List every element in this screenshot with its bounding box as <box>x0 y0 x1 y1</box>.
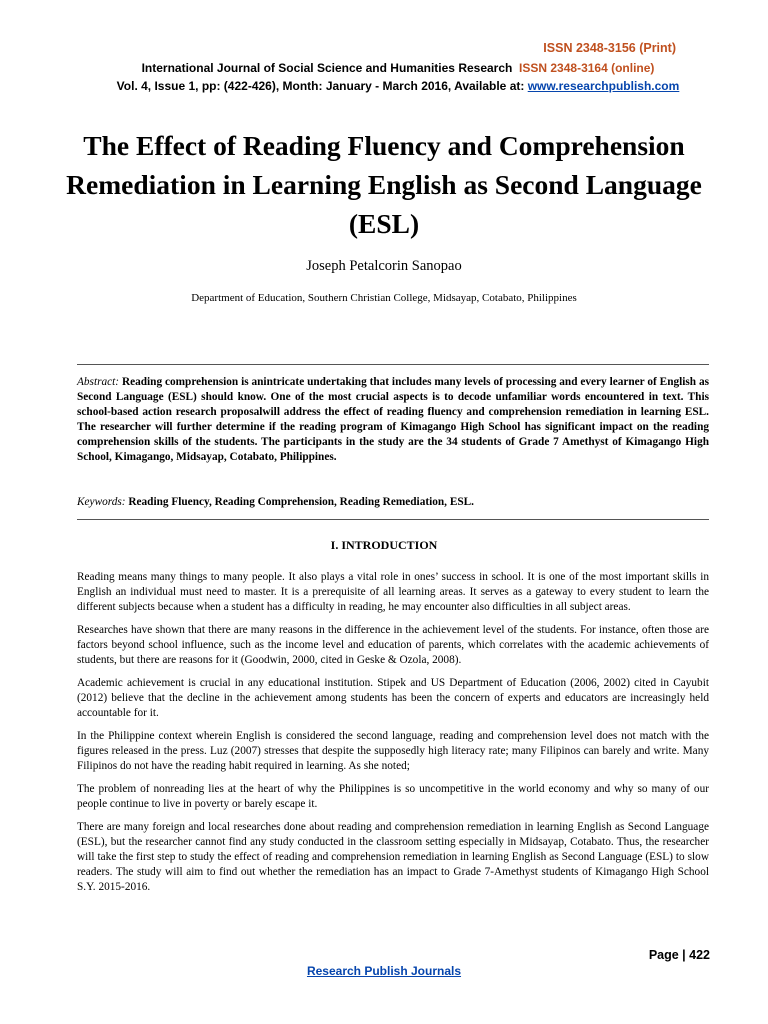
keywords-text: Reading Fluency, Reading Comprehension, Reading Remediation, ESL. <box>128 496 475 508</box>
abstract-top-divider <box>77 364 709 365</box>
issn-online: ISSN 2348-3164 (online) <box>519 61 655 75</box>
paragraph: Reading means many things to many people. It also plays a vital role in ones’ success in school. It is one of the most important skills in English an individual must need to master. It is a prerequisite of all learning areas. It serves as a gateway to every student to learn the different subjects because when a student has a difficulty in reading, he may encounter also difficulties in all subject areas. <box>77 571 709 613</box>
paragraph: Researches have shown that there are many reasons in the difference in the achievement level of the students. For instance, often those are factors beyond school influence, such as the income level and education of parents, which correlates with the academic achievements of students, but there are reasons for it (Goodwin, 2000, cited in Geske & Ozola, 2008). <box>77 624 709 666</box>
abstract-label: Abstract: <box>77 376 120 388</box>
paragraph: The problem of nonreading lies at the heart of why the Philippines is so uncompetitive in the world economy and why so many of our people continue to live in poverty or barely escape it. <box>77 783 709 810</box>
abstract-bottom-divider <box>77 519 709 520</box>
section-body <box>77 570 709 903</box>
section-heading: I. INTRODUCTION <box>330 538 438 552</box>
abstract <box>77 375 709 465</box>
issn-print: ISSN 2348-3156 (Print) <box>543 41 676 55</box>
keywords-label: Keywords: <box>77 496 126 508</box>
page-number: Page | 422 <box>648 948 710 962</box>
volume-info: Vol. 4, Issue 1, pp: (422-426), Month: January - March 2016, Available at: <box>116 79 525 93</box>
journal-name: International Journal of Social Science and Humanities Research <box>141 61 513 75</box>
website-link[interactable]: www.researchpublish.com <box>527 79 680 93</box>
paragraph: There are many foreign and local researches done about reading and comprehension remediation in learning English as Second Language (ESL), but the researcher cannot find any study conducted in the classroom setting especially in Midsayap, Cotabato. Thus, the researcher will take the first step to study the effect of reading and comprehension remediation in learning English as Second Language (ESL) to slow readers. The study will aim to find out whether the remediation has an impact to Grade 7-Amethyst students of Kimagango High School S.Y. 2015-2016. <box>77 821 709 893</box>
paragraph: Academic achievement is crucial in any educational institution. Stipek and US Department of Education (2006, 2002) cited in Cayubit (2012) believe that the decline in the achievement among students has been the concern of experts and educators are increasingly held accountable for it. <box>77 677 709 719</box>
author-name: Joseph Petalcorin Sanopao <box>306 258 462 274</box>
volume-line <box>14 79 768 93</box>
paper-title: The Effect of Reading Fluency and Comprehension Remediation in Learning English as Second Language (ESL) <box>66 130 702 239</box>
author-affiliation: Department of Education, Southern Christian College, Midsayap, Cotabato, Philippines <box>191 292 577 304</box>
journal-header <box>14 61 768 75</box>
keywords <box>77 495 709 510</box>
publisher-link[interactable]: Research Publish Journals <box>306 964 462 978</box>
paragraph: In the Philippine context wherein English is considered the second language, reading and comprehension level does not match with the figures released in the press. Luz (2007) stresses that despite the supposedly high literacy rate; many Filipinos can barely and write. Many Filipinos do not have the reading habit required in learning. As she noted; <box>77 730 709 772</box>
abstract-text: Reading comprehension is anintricate undertaking that includes many levels of processing and every learner of English as Second Language (ESL) should know. One of the most crucial aspects is to decode unfamiliar words encountered in text. This school-based action research proposalwill address the effect of reading fluency and comprehension remediation in learning ESL. The researcher will further determine if the reading program of Kimagango High School has significant impact on the reading comprehension skills of the students. The participants in the study are the 34 students of Grade 7 Amethyst of Kimagango High School, Kimagango, Midsayap, Cotabato, Philippines. <box>77 376 709 463</box>
